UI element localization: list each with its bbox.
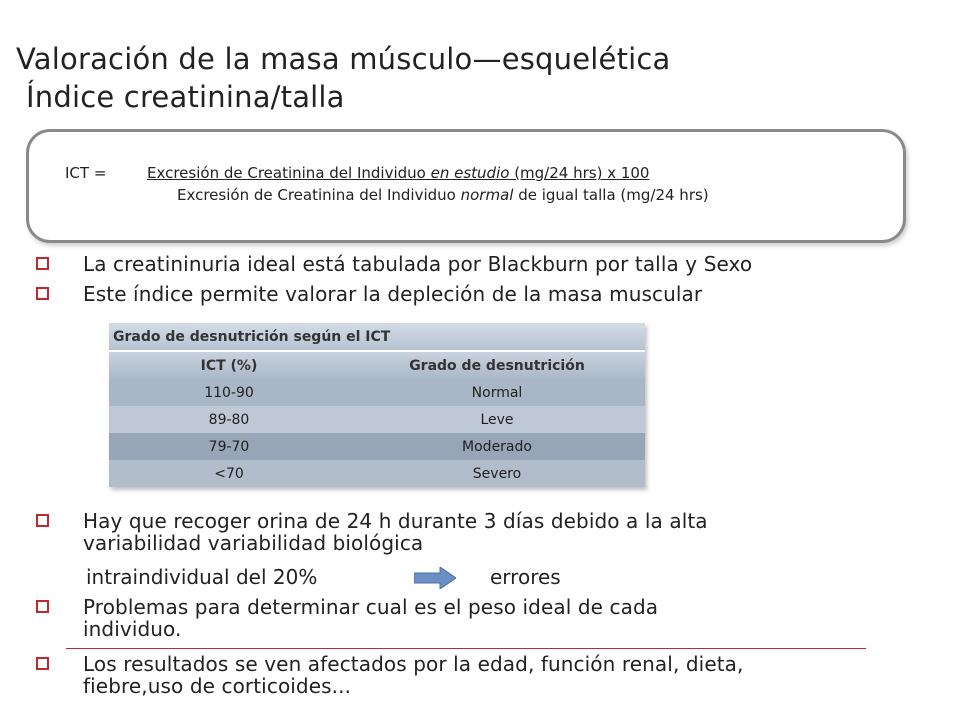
formula-emphasis: en estudio: [430, 164, 510, 182]
formula-numerator-text: Excresión de Creatinina del Individuo en estudio (mg/24 hrs) x 100: [147, 164, 650, 182]
square-bullet-icon: [36, 257, 49, 270]
bullet-text-line1: Hay que recoger orina de 24 h durante 3 días debido a la alta: [83, 509, 708, 533]
square-bullet-icon: [36, 514, 49, 527]
errors-text: errores: [490, 565, 561, 589]
slide-title: [16, 40, 671, 116]
bullet-item: [36, 283, 702, 305]
bullet-text: La creatininuria ideal está tabulada por Blackburn por talla y Sexo: [83, 252, 753, 276]
table-cell: <70: [109, 460, 349, 487]
table-row: [109, 460, 645, 487]
bullet-text-line1: Los resultados se ven afectados por la edad, función renal, dieta,: [83, 652, 744, 676]
variability-text: intraindividual del 20%: [86, 565, 318, 589]
table-cell: Normal: [349, 379, 645, 406]
bullet-text-line1: Problemas para determinar cual es el peso ideal de cada: [83, 595, 659, 619]
table-cell: Moderado: [349, 433, 645, 460]
square-bullet-icon: [36, 600, 49, 613]
table-row: [109, 433, 645, 460]
bullet-text: Este índice permite valorar la depleción de la masa muscular: [83, 282, 703, 306]
bullet-text-line2: variabilidad variabilidad biológica: [83, 531, 424, 555]
bullet-item: [36, 653, 743, 697]
slide-title-line1: Valoración de la masa músculo—esquelética: [16, 42, 671, 76]
table-cell: 89-80: [109, 406, 349, 433]
formula-lhs: ICT =: [65, 164, 107, 182]
bullet-item: [36, 596, 658, 640]
square-bullet-icon: [36, 287, 49, 300]
formula-box: [26, 129, 906, 243]
table-row: [109, 406, 645, 433]
right-arrow-icon: [414, 567, 456, 589]
square-bullet-icon: [36, 657, 49, 670]
ict-table: [109, 323, 645, 487]
table-cell: Leve: [349, 406, 645, 433]
bullet-text-line2: fiebre,uso de corticoides...: [83, 674, 352, 698]
bullet-item: [36, 510, 708, 554]
formula-emphasis: normal: [460, 186, 514, 204]
variability-line: [86, 565, 561, 589]
table-cell: 110-90: [109, 379, 349, 406]
divider-line: [66, 648, 866, 649]
slide-title-line2: Índice creatinina/talla: [26, 80, 345, 114]
table-header-grado: Grado de desnutrición: [349, 351, 645, 379]
table-caption: Grado de desnutrición según el ICT: [109, 323, 645, 351]
table-cell: 79-70: [109, 433, 349, 460]
table-row: [109, 379, 645, 406]
formula-numerator: [147, 164, 649, 182]
formula-denominator: Excresión de Creatinina del Individuo normal de igual talla (mg/24 hrs): [177, 186, 709, 204]
bullet-text-line2: individuo.: [83, 617, 182, 641]
bullet-item: [36, 253, 752, 275]
table-cell: Severo: [349, 460, 645, 487]
table-header-ict: ICT (%): [109, 351, 349, 379]
